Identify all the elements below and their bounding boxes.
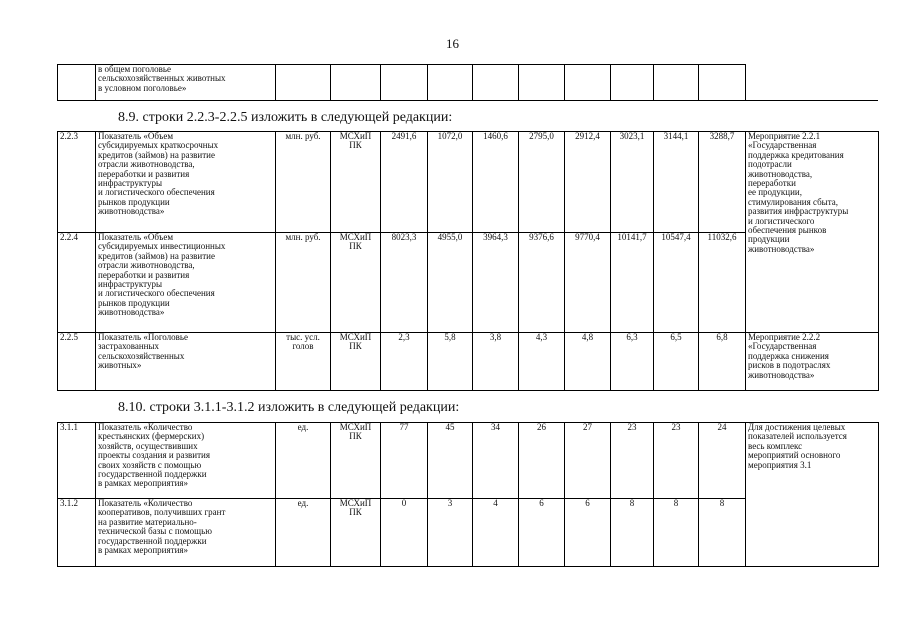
- row-value: 3023,1: [611, 132, 654, 233]
- row-code: 2.2.4: [58, 233, 96, 333]
- row-value: 3964,3: [473, 233, 519, 333]
- row-value: 6: [519, 499, 565, 567]
- row-value: 2491,6: [381, 132, 428, 233]
- row-value: 4,3: [519, 333, 565, 391]
- table-row: [58, 65, 746, 101]
- row-unit: млн. руб.: [276, 233, 331, 333]
- row-unit: тыс. усл. голов: [276, 333, 331, 391]
- row-value: 4,8: [565, 333, 611, 391]
- row-value: 26: [519, 423, 565, 499]
- row-value: 10141,7: [611, 233, 654, 333]
- fragment-bottom-rule: [745, 100, 878, 101]
- row-value: 3,8: [473, 333, 519, 391]
- top-fragment-table: [57, 64, 746, 101]
- page-number: 16: [446, 36, 459, 51]
- row-value: 5,8: [428, 333, 473, 391]
- row-value: 45: [428, 423, 473, 499]
- section-8-9-heading: 8.9. строки 2.2.3-2.2.5 изложить в следующей редакции:: [118, 110, 453, 125]
- row-value: 8: [654, 499, 699, 567]
- row-value: 0: [381, 499, 428, 567]
- row-org: МСХиП ПК: [331, 423, 381, 499]
- row-value: 6,8: [699, 333, 746, 391]
- row-org: МСХиП ПК: [331, 333, 381, 391]
- row-value: 24: [699, 423, 746, 499]
- row-value: 1460,6: [473, 132, 519, 233]
- row-value: 3288,7: [699, 132, 746, 233]
- row-org: МСХиП ПК: [331, 132, 381, 233]
- row-value: 27: [565, 423, 611, 499]
- table-row: [58, 333, 879, 391]
- row-value: 9770,4: [565, 233, 611, 333]
- row-code: 2.2.3: [58, 132, 96, 233]
- row-org: МСХиП ПК: [331, 233, 381, 333]
- section-8-10-heading: 8.10. строки 3.1.1-3.1.2 изложить в следующей редакции:: [118, 400, 460, 415]
- row-value: 2912,4: [565, 132, 611, 233]
- row-value: 6,5: [654, 333, 699, 391]
- row-org: МСХиП ПК: [331, 499, 381, 567]
- row-value: 34: [473, 423, 519, 499]
- row-name: Показатель «Количество крестьянских (фермерских) хозяйств, осуществивших проекты создания и развития своих хозяйств с помощью государственной поддержки в рамках мероприятия»: [96, 423, 276, 499]
- row-value: 8: [699, 499, 746, 567]
- measure-note: Для достижения целевых показателей используется весь комплекс мероприятий основного мероприятия 3.1: [746, 423, 879, 567]
- row-value: 1072,0: [428, 132, 473, 233]
- row-value: 8023,3: [381, 233, 428, 333]
- row-name: Показатель «Объем субсидируемых краткосрочных кредитов (займов) на развитие отрасли животноводства, переработки и развития инфраструктуры и логистического обеспечения рынков продукции животноводства»: [96, 132, 276, 233]
- row-value: 23: [654, 423, 699, 499]
- row-code: 3.1.2: [58, 499, 96, 567]
- row-value: 9376,6: [519, 233, 565, 333]
- row-value: 4: [473, 499, 519, 567]
- table-row: [58, 423, 879, 499]
- row-name: Показатель «Количество кооперативов, получивших грант на развитие материально- технической базы с помощью государственной поддержки в рамках мероприятия»: [96, 499, 276, 567]
- row-value: 3: [428, 499, 473, 567]
- row-value: 2,3: [381, 333, 428, 391]
- fragment-text: в общем поголовье сельскохозяйственных животных в условном поголовье»: [96, 65, 276, 101]
- row-unit: ед.: [276, 423, 331, 499]
- row-unit: ед.: [276, 499, 331, 567]
- row-value: 23: [611, 423, 654, 499]
- row-value: 77: [381, 423, 428, 499]
- row-name: Показатель «Объем субсидируемых инвестиционных кредитов (займов) на развитие отрасли животноводства, переработки и развития инфраструктуры и логистического обеспечения рынков продукции животноводства»: [96, 233, 276, 333]
- measure-note: Мероприятие 2.2.2 «Государственная поддержка снижения рисков в подотраслях животноводства»: [746, 333, 879, 391]
- row-value: 10547,4: [654, 233, 699, 333]
- section-8-9-table: [57, 131, 879, 391]
- section-8-10-table: [57, 422, 879, 567]
- row-unit: млн. руб.: [276, 132, 331, 233]
- row-value: 8: [611, 499, 654, 567]
- row-value: 11032,6: [699, 233, 746, 333]
- row-value: 6,3: [611, 333, 654, 391]
- row-value: 3144,1: [654, 132, 699, 233]
- row-value: 4955,0: [428, 233, 473, 333]
- row-value: 2795,0: [519, 132, 565, 233]
- row-value: 6: [565, 499, 611, 567]
- row-code: 3.1.1: [58, 423, 96, 499]
- table-row: [58, 132, 879, 233]
- measure-note: Мероприятие 2.2.1 «Государственная поддержка кредитования подотрасли животноводства, переработки ее продукции, стимулирования сбыта, развития инфраструктуры и логистического обеспечения рынков продукции животноводства»: [746, 132, 879, 333]
- row-name: Показатель «Поголовье застрахованных сельскохозяйственных животных»: [96, 333, 276, 391]
- row-code: 2.2.5: [58, 333, 96, 391]
